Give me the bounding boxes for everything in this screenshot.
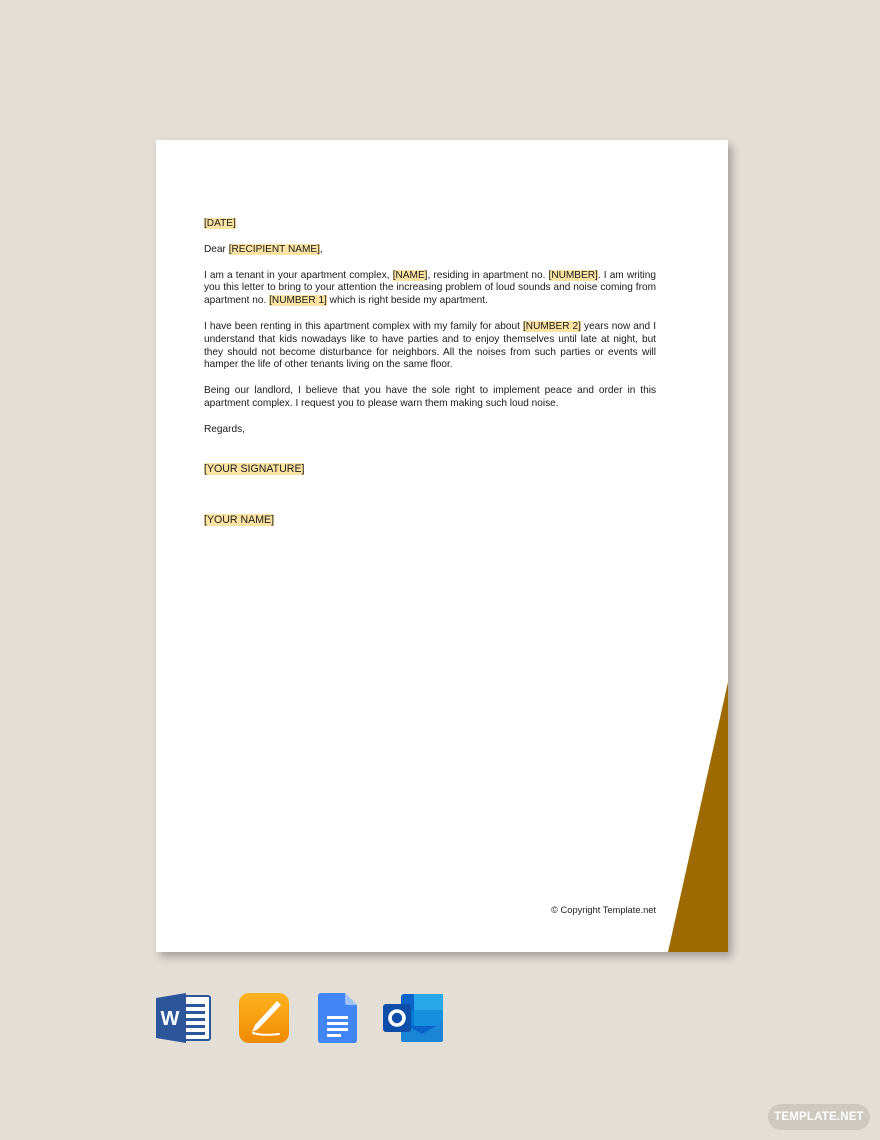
signature-line	[204, 463, 656, 476]
date-placeholder: [DATE]	[204, 218, 236, 229]
your-name-line	[204, 514, 656, 527]
number-2-placeholder: [NUMBER 2]	[522, 320, 581, 332]
copyright-text: © Copyright Template.net	[551, 905, 656, 915]
name-placeholder: [NAME]	[392, 269, 428, 281]
number-placeholder: [NUMBER]	[548, 269, 598, 281]
svg-text:W: W	[160, 1008, 180, 1030]
recipient-placeholder: [RECIPIENT NAME]	[228, 243, 320, 255]
p1-text-1: I am a tenant in your apartment complex,	[204, 269, 393, 281]
regards-line: Regards,	[204, 423, 245, 435]
salutation	[204, 244, 656, 257]
paragraph-1	[204, 270, 656, 308]
google-docs-icon[interactable]	[318, 992, 358, 1044]
p2-text-2: years now and I understand that kids nowadays like to have parties and to enjoy themselves until late at night, but they should not become disturbance for neighbors. All the noises from such parties or events will hamper the life of other tenants living on the same floor.	[204, 320, 656, 371]
letter-page	[156, 140, 728, 952]
p1-text-2: , residing in apartment no.	[427, 269, 549, 281]
corner-decoration	[668, 682, 728, 952]
number-1-placeholder: [NUMBER 1]	[269, 295, 327, 307]
salutation-comma: ,	[319, 243, 323, 255]
template-net-badge[interactable]: TEMPLATE.NET	[768, 1104, 870, 1130]
p1-text-3: . I am writing you this letter to bring to your attention the increasing problem of loud sounds and noise coming from apartment no.	[204, 269, 656, 307]
signature-placeholder: [YOUR SIGNATURE]	[204, 462, 305, 475]
microsoft-outlook-icon[interactable]	[383, 992, 443, 1044]
microsoft-word-icon[interactable]	[156, 992, 212, 1044]
your-name-placeholder: [YOUR NAME]	[204, 514, 275, 527]
paragraph-2	[204, 321, 656, 372]
letter-body	[204, 218, 656, 540]
date-line	[204, 218, 656, 231]
p2-text-1: I have been renting in this apartment complex with my family for about	[204, 320, 523, 332]
p1-text-4: which is right beside my apartment.	[326, 295, 488, 307]
paragraph-3: Being our landlord, I believe that you have the sole right to implement peace and order in this apartment complex. I request you to please warn them making such loud noise.	[204, 385, 656, 409]
apple-pages-icon[interactable]	[239, 992, 289, 1044]
salutation-text: Dear	[204, 243, 229, 255]
